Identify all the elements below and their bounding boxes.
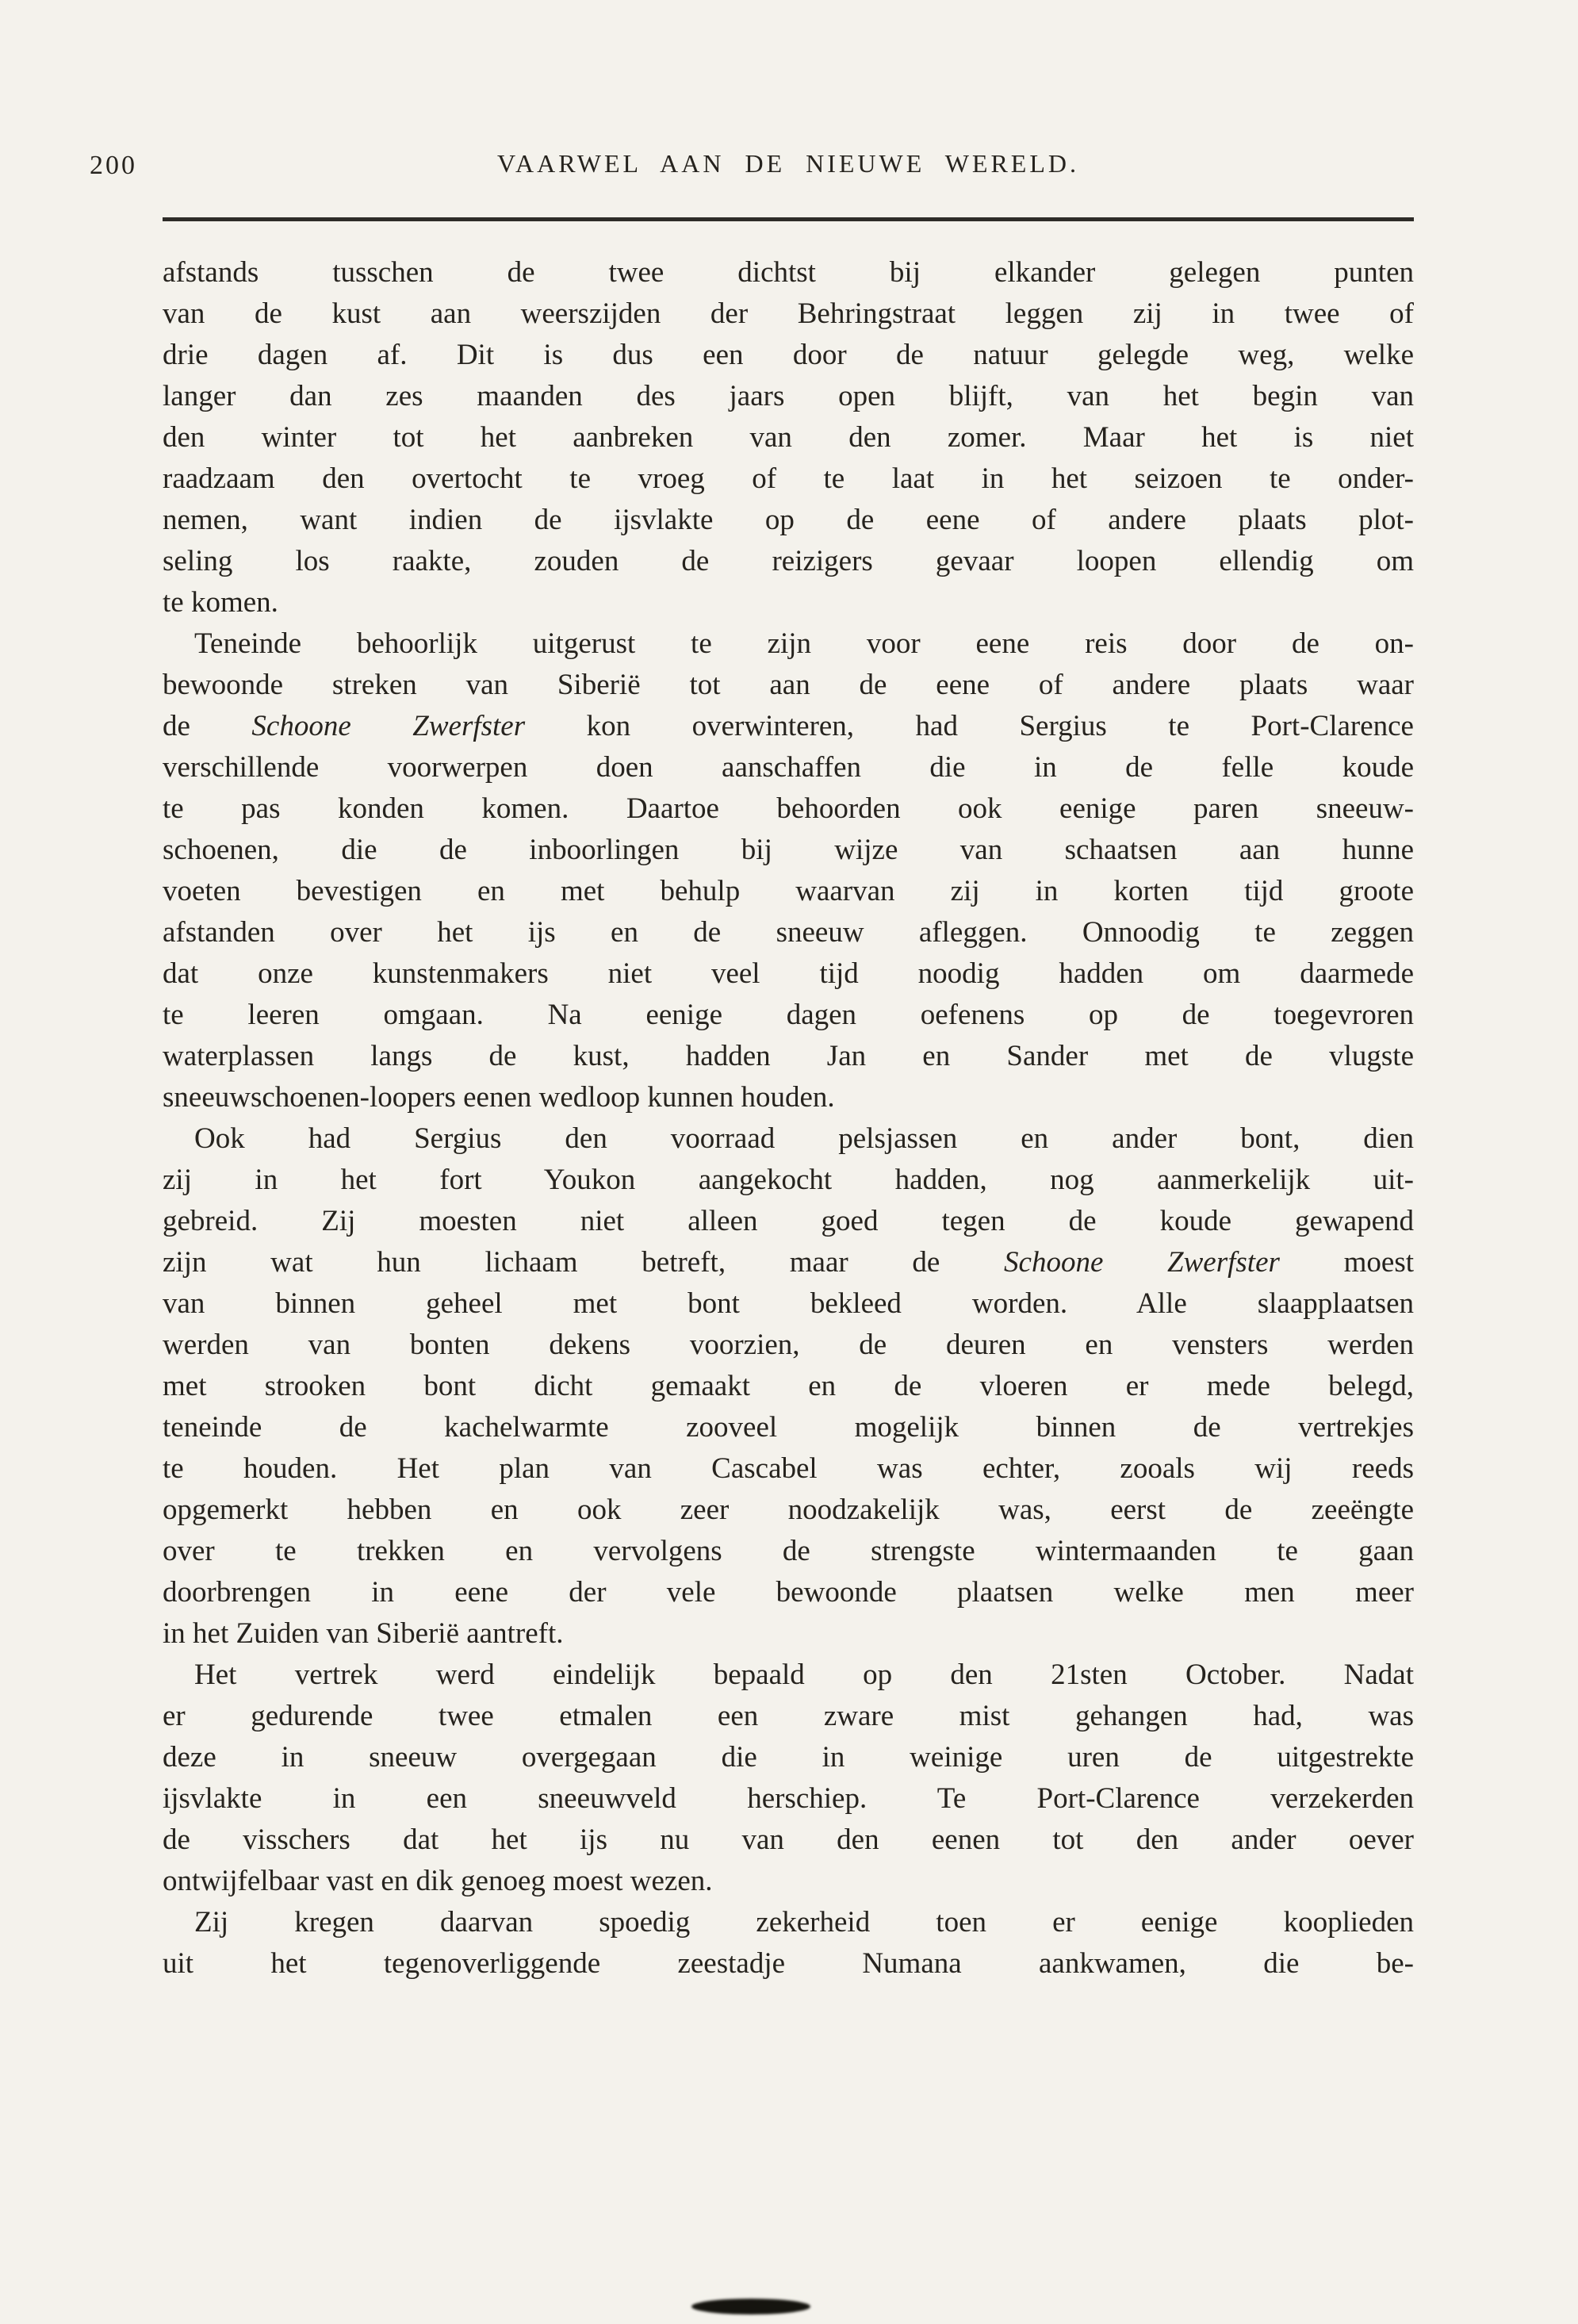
text-line: met strooken bont dicht gemaakt en de vloeren er mede belegd, bbox=[163, 1370, 1414, 1402]
text-line: werden van bonten dekens voorzien, de deuren en vensters werden bbox=[163, 1329, 1414, 1361]
text-line: schoenen, die de inboorlingen bij wijze van schaatsen aan hunne bbox=[163, 834, 1414, 866]
header-rule bbox=[163, 217, 1414, 221]
page-body bbox=[90, 0, 1414, 2324]
text-block bbox=[163, 252, 1414, 1985]
text-line: uit het tegenoverliggende zeestadje Numana aankwamen, die be- bbox=[163, 1947, 1414, 1980]
text-line: langer dan zes maanden des jaars open blijft, van het begin van bbox=[163, 380, 1414, 412]
text-line: zij in het fort Youkon aangekocht hadden, nog aanmerkelijk uit- bbox=[163, 1164, 1414, 1196]
page-number: 200 bbox=[90, 151, 137, 180]
text-line: afstands tusschen de twee dichtst bij elkander gelegen punten bbox=[163, 256, 1414, 289]
text-line: raadzaam den overtocht te vroeg of te laat in het seizoen te onder- bbox=[163, 462, 1414, 495]
text-line: afstanden over het ijs en de sneeuw afleggen. Onnoodig te zeggen bbox=[163, 916, 1414, 949]
text-line: te pas konden komen. Daartoe behoorden ook eenige paren sneeuw- bbox=[163, 792, 1414, 825]
text-line: Ook had Sergius den voorraad pelsjassen en ander bont, dien bbox=[194, 1122, 1414, 1155]
paragraph bbox=[163, 1118, 1414, 1655]
scan-smudge-artifact bbox=[691, 2299, 810, 2314]
text-line: over te trekken en vervolgens de strengste wintermaanden te gaan bbox=[163, 1535, 1414, 1567]
text-line: bewoonde streken van Siberië tot aan de eene of andere plaats waar bbox=[163, 669, 1414, 701]
text-line: ontwijfelbaar vast en dik genoeg moest wezen. bbox=[163, 1865, 713, 1897]
text-line: zijn wat hun lichaam betreft, maar de Schoone Zwerfster moest bbox=[163, 1246, 1414, 1279]
text-line: Zij kregen daarvan spoedig zekerheid toen er eenige kooplieden bbox=[194, 1906, 1414, 1939]
text-line: deze in sneeuw overgegaan die in weinige uren de uitgestrekte bbox=[163, 1741, 1414, 1774]
text-line: te komen. bbox=[163, 586, 278, 619]
text-line: drie dagen af. Dit is dus een door de natuur gelegde weg, welke bbox=[163, 339, 1414, 371]
text-line: opgemerkt hebben en ook zeer noodzakelijk was, eerst de zeeëngte bbox=[163, 1494, 1414, 1526]
italic-text: Schoone Zwerfster bbox=[1004, 1246, 1280, 1279]
text-line: te houden. Het plan van Cascabel was echter, zooals wij reeds bbox=[163, 1452, 1414, 1485]
italic-text: Schoone Zwerfster bbox=[251, 710, 526, 742]
text-line: sneeuwschoenen-loopers eenen wedloop kunnen houden. bbox=[163, 1081, 835, 1114]
text-line: seling los raakte, zouden de reizigers gevaar loopen ellendig om bbox=[163, 545, 1414, 577]
text-line: ijsvlakte in een sneeuwveld herschiep. Te Port-Clarence verzekerden bbox=[163, 1782, 1414, 1815]
text-line: de visschers dat het ijs nu van den eenen tot den ander oever bbox=[163, 1824, 1414, 1856]
text-line: in het Zuiden van Siberië aantreft. bbox=[163, 1617, 564, 1650]
paragraph bbox=[163, 1902, 1414, 1985]
page-header bbox=[90, 149, 1414, 186]
text-line: van binnen geheel met bont bekleed worden. Alle slaapplaatsen bbox=[163, 1287, 1414, 1320]
text-line: voeten bevestigen en met behulp waarvan zij in korten tijd groote bbox=[163, 875, 1414, 907]
paragraph bbox=[163, 1655, 1414, 1902]
text-line: Teneinde behoorlijk uitgerust te zijn voor eene reis door de on- bbox=[194, 627, 1414, 660]
text-line: doorbrengen in eene der vele bewoonde plaatsen welke men meer bbox=[163, 1576, 1414, 1609]
text-line: gebreid. Zij moesten niet alleen goed tegen de koude gewapend bbox=[163, 1205, 1414, 1237]
text-line: den winter tot het aanbreken van den zomer. Maar het is niet bbox=[163, 421, 1414, 454]
paragraph bbox=[163, 252, 1414, 623]
text-line: Het vertrek werd eindelijk bepaald op den 21sten October. Nadat bbox=[194, 1659, 1414, 1691]
text-line: verschillende voorwerpen doen aanschaffen die in de felle koude bbox=[163, 751, 1414, 784]
header-title: VAARWEL AAN DE NIEUWE WERELD. bbox=[497, 149, 1079, 178]
text-line: teneinde de kachelwarmte zooveel mogelijk binnen de vertrekjes bbox=[163, 1411, 1414, 1444]
text-line: dat onze kunstenmakers niet veel tijd noodig hadden om daarmede bbox=[163, 957, 1414, 990]
text-line: nemen, want indien de ijsvlakte op de eene of andere plaats plot- bbox=[163, 504, 1414, 536]
text-line: de Schoone Zwerfster kon overwinteren, had Sergius te Port-Clarence bbox=[163, 710, 1414, 742]
text-line: te leeren omgaan. Na eenige dagen oefenens op de toegevroren bbox=[163, 999, 1414, 1031]
text-line: van de kust aan weerszijden der Behringstraat leggen zij in twee of bbox=[163, 297, 1414, 330]
paragraph bbox=[163, 623, 1414, 1118]
text-line: er gedurende twee etmalen een zware mist gehangen had, was bbox=[163, 1700, 1414, 1732]
text-line: waterplassen langs de kust, hadden Jan en Sander met de vlugste bbox=[163, 1040, 1414, 1072]
